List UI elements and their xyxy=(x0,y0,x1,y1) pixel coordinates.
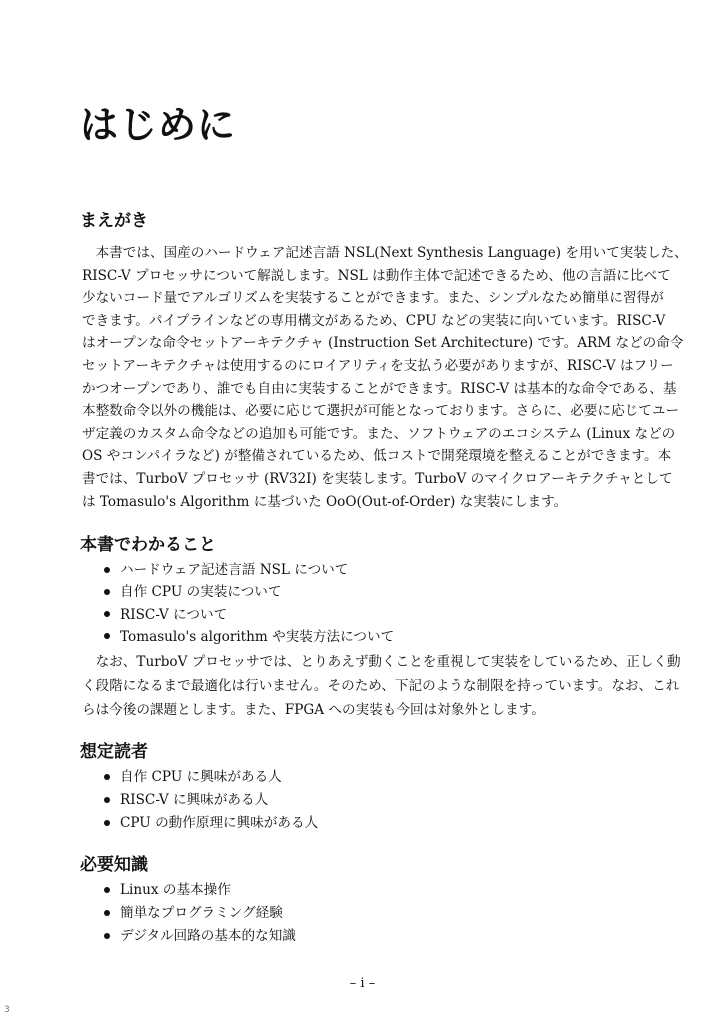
section-heading-audience: 想定読者 xyxy=(80,742,148,762)
paragraph-line: は Tomasulo's Algorithm に基づいた OoO(Out-of-Order) な実装にします。 xyxy=(82,493,568,510)
list-item xyxy=(104,791,268,809)
paragraph-line: らは今後の課題とします。また、FPGA への実装も今回は対象外とします。 xyxy=(82,702,545,718)
list-item xyxy=(104,628,394,646)
bullet-icon xyxy=(104,774,110,780)
bullet-icon xyxy=(104,887,110,893)
list-item-text: ハードウェア記述言語 NSL について xyxy=(120,562,349,578)
list-item xyxy=(104,927,296,945)
list-item-text: Tomasulo's algorithm や実装方法について xyxy=(120,628,395,645)
list-item-text: Linux の基本操作 xyxy=(120,882,231,898)
paragraph-line: ザ定義のカスタム命令などの追加も可能です。また、ソフトウェアのエコシステム (Linux などの xyxy=(82,425,676,442)
corner-page-index: 3 xyxy=(4,1005,10,1015)
paragraph-line: 書では、TurboV プロセッサ (RV32I) を実装します。TurboV のマイクロアーキテクチャとして xyxy=(82,471,673,487)
paragraph-line: できます。パイプラインなどの専用構文があるため、CPU などの実装に向いています。RISC-V xyxy=(82,312,666,329)
bullet-icon xyxy=(104,933,110,939)
list-item xyxy=(104,606,227,624)
paragraph-line: セットアーキテクチャは使用するのにロイアリティを支払う必要がありますが、RISC-V はフリー xyxy=(82,358,674,374)
paragraph-line: RISC-V プロセッサについて解説します。NSL は動作主体で記述できるため、他の言語に比べて xyxy=(82,267,671,284)
bullet-icon xyxy=(104,567,110,573)
paragraph-line: く段階になるまで最適化は行いません。そのため、下記のような制限を持っています。なお、これ xyxy=(82,678,680,694)
bullet-icon xyxy=(104,910,110,916)
chapter-title: はじめに xyxy=(80,103,237,147)
paragraph-line: 本書では、国産のハードウェア記述言語 NSL(Next Synthesis Language) を用いて実装した、 xyxy=(82,245,688,261)
bullet-icon xyxy=(104,633,110,639)
bullet-icon xyxy=(104,611,110,617)
bullet-icon xyxy=(104,589,110,595)
list-item-text: RISC-V に興味がある人 xyxy=(120,792,269,808)
list-item xyxy=(104,881,231,899)
list-item-text: CPU の動作原理に興味がある人 xyxy=(120,815,319,831)
list-item xyxy=(104,583,281,601)
list-item-text: デジタル回路の基本的な知識 xyxy=(120,928,296,944)
section-heading-preface: まえがき xyxy=(80,211,148,231)
list-item-text: 簡単なプログラミング経験 xyxy=(120,905,283,921)
bullet-icon xyxy=(104,820,110,826)
section-heading-what-you-learn: 本書でわかること xyxy=(80,535,216,555)
paragraph-line: はオープンな命令セットアーキテクチャ (Instruction Set Architecture) です。ARM などの命令 xyxy=(82,335,684,352)
list-item xyxy=(104,814,318,832)
list-item-text: 自作 CPU に興味がある人 xyxy=(120,769,282,785)
paragraph-line: OS やコンパイラなど) が整備されているため、低コストで開発環境を整えることができます。本 xyxy=(82,448,672,465)
list-item-text: RISC-V について xyxy=(120,606,228,623)
paragraph-line: 本整数命令以外の機能は、必要に応じて選択が可能となっております。さらに、必要に応じてユー xyxy=(82,403,680,420)
paragraph-line: なお、TurboV プロセッサでは、とりあえず動くことを重視して実装をしているため、正しく動 xyxy=(82,654,681,670)
paragraph-line: 少ないコード量でアルゴリズムを実装することができます。また、シンプルなため簡単に習得が xyxy=(82,290,664,307)
section-heading-prerequisites: 必要知識 xyxy=(80,855,148,875)
bullet-icon xyxy=(104,797,110,803)
paragraph-line: かつオープンであり、誰でも自由に実装することができます。RISC-V は基本的な命令である、基 xyxy=(82,380,677,397)
list-item-text: 自作 CPU の実装について xyxy=(120,584,282,601)
list-item xyxy=(104,768,282,786)
page-number: – i – xyxy=(349,976,376,991)
list-item xyxy=(104,561,348,579)
list-item xyxy=(104,904,283,922)
